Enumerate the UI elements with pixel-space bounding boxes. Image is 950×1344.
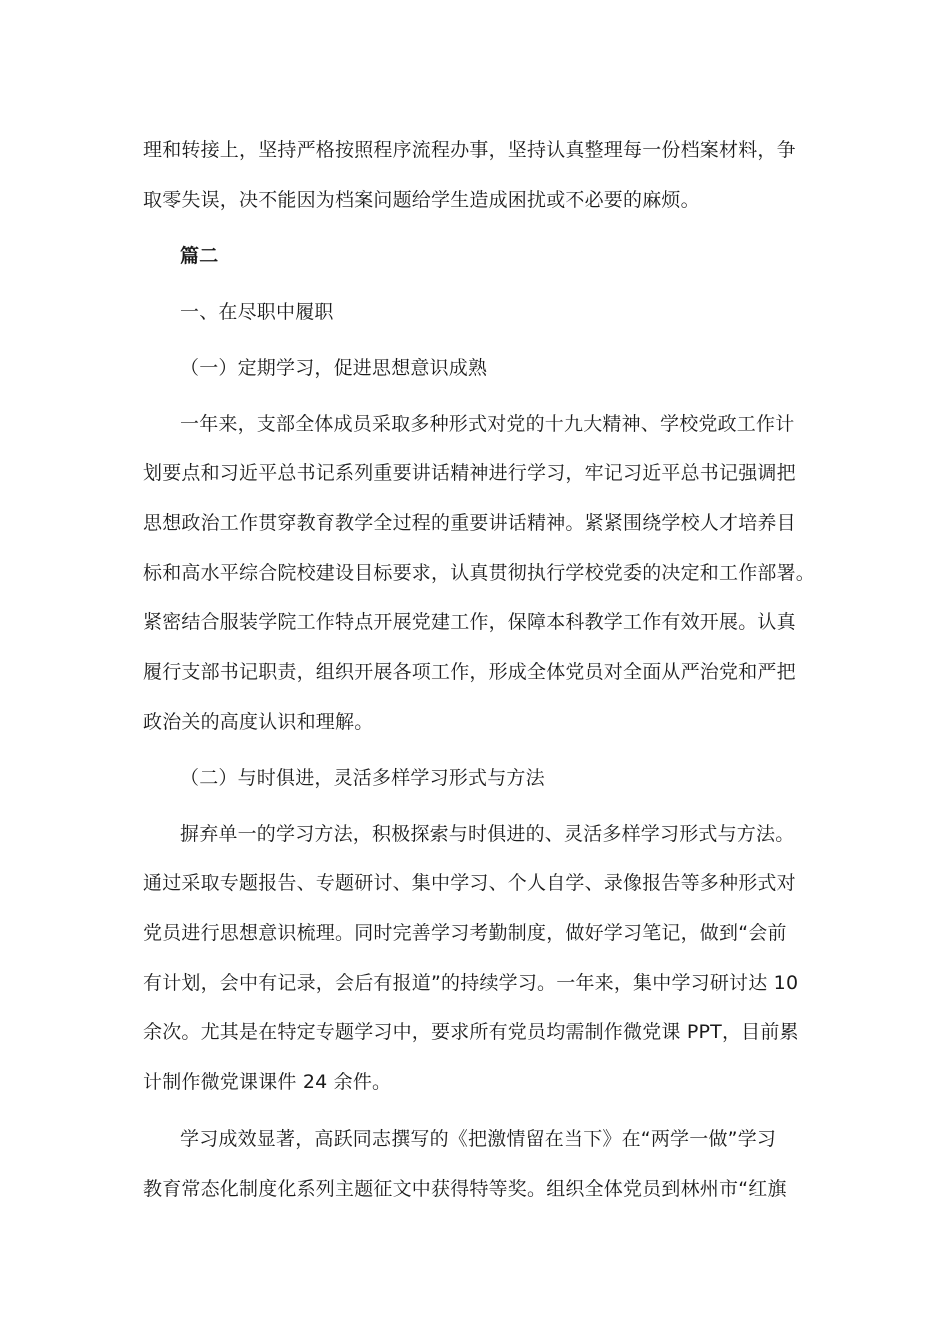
paragraph-line: 划要点和习近平总书记系列重要讲话精神进行学习，牢记习近平总书记强调把 — [143, 462, 796, 484]
subsection-heading: （二）与时俱进，灵活多样学习形式与方法 — [180, 767, 545, 789]
subsection-heading: 一、在尽职中履职 — [180, 301, 334, 323]
subsection-heading: （一）定期学习，促进思想意识成熟 — [180, 357, 488, 379]
paragraph-line: 摒弃单一的学习方法，积极探索与时俱进的、灵活多样学习形式与方法。 — [180, 823, 795, 845]
paragraph-line: 理和转接上，坚持严格按照程序流程办事，坚持认真整理每一份档案材料，争 — [143, 139, 796, 161]
paragraph-line: 一年来，支部全体成员采取多种形式对党的十九大精神、学校党政工作计 — [180, 413, 795, 435]
paragraph-line: 学习成效显著，高跃同志撰写的《把激情留在当下》在“两学一做”学习 — [180, 1128, 777, 1150]
paragraph-line: 余次。尤其是在特定专题学习中，要求所有党员均需制作微党课 PPT，目前累 — [143, 1021, 799, 1043]
paragraph-line: 紧密结合服装学院工作特点开展党建工作，保障本科教学工作有效开展。认真 — [143, 611, 796, 633]
paragraph-line: 通过采取专题报告、专题研讨、集中学习、个人自学、录像报告等多种形式对 — [143, 872, 796, 894]
paragraph-line: 有计划，会中有记录，会后有报道”的持续学习。一年来，集中学习研讨达 10 — [143, 972, 799, 994]
paragraph-line: 计制作微党课课件 24 余件。 — [143, 1071, 392, 1093]
paragraph-line: 思想政治工作贯穿教育教学全过程的重要讲话精神。紧紧围绕学校人才培养目 — [143, 512, 796, 534]
paragraph-line: 取零失误，决不能因为档案问题给学生造成困扰或不必要的麻烦。 — [143, 189, 700, 211]
paragraph-line: 教育常态化制度化系列主题征文中获得特等奖。组织全体党员到林州市“红旗 — [143, 1178, 787, 1200]
paragraph-line: 履行支部书记职责，组织开展各项工作，形成全体党员对全面从严治党和严把 — [143, 661, 796, 683]
section-heading: 篇二 — [180, 245, 219, 267]
paragraph-line: 政治关的高度认识和理解。 — [143, 711, 374, 733]
paragraph-line: 标和高水平综合院校建设目标要求，认真贯彻执行学校党委的决定和工作部署。 — [143, 562, 816, 584]
paragraph-line: 党员进行思想意识梳理。同时完善学习考勤制度，做好学习笔记，做到“会前 — [143, 922, 787, 944]
